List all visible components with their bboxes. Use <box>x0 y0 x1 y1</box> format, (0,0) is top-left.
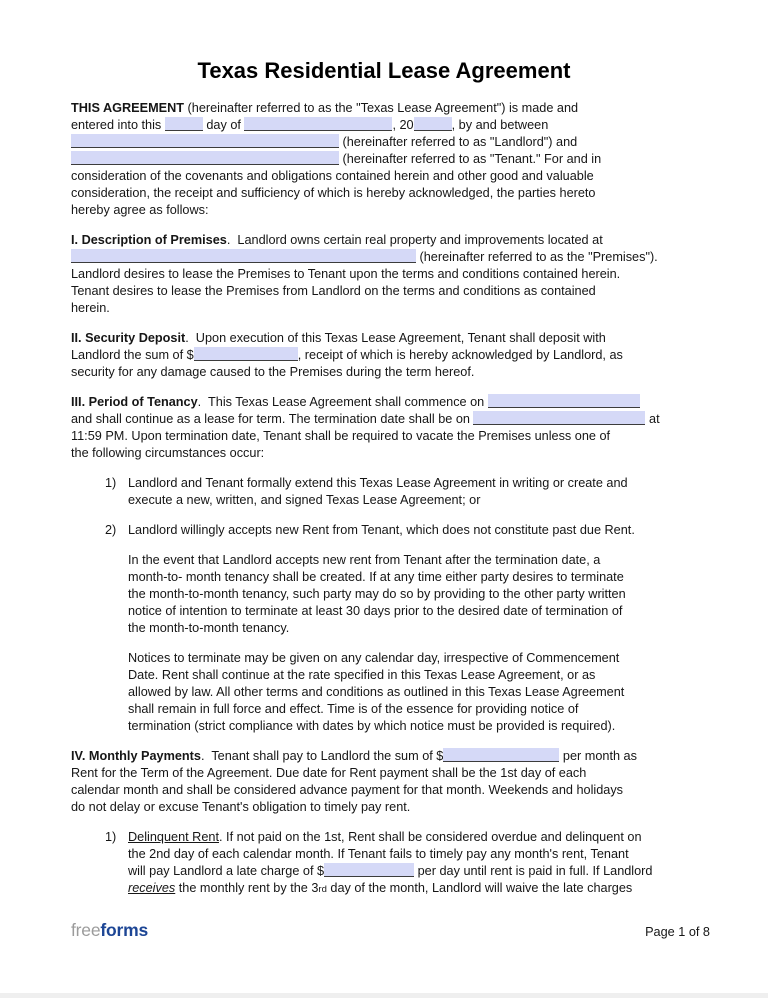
text-run: the following circumstances occur: <box>71 446 265 460</box>
premises-address-field[interactable] <box>71 249 416 263</box>
monthly-rent-amount-field[interactable] <box>443 748 559 762</box>
text-run: . Tenant shall pay to Landlord the sum of $ <box>200 749 444 763</box>
section-monthly-payments <box>71 748 697 816</box>
notices-to-terminate-paragraph <box>71 650 697 735</box>
text-run: per month as <box>559 749 637 763</box>
text-run: will pay Landlord a late charge of $ <box>128 864 325 878</box>
intro-paragraph <box>71 100 697 219</box>
text-line <box>128 650 697 667</box>
page-footer <box>71 920 710 941</box>
text-run: the monthly rent by the 3 <box>175 881 319 895</box>
text-line <box>71 266 697 283</box>
tenant-name-field[interactable] <box>71 151 339 165</box>
page-bottom-edge <box>0 993 768 998</box>
text-run: , receipt of which is hereby acknowledged by Landlord, as <box>297 348 623 362</box>
month-field[interactable] <box>244 117 392 131</box>
tenancy-extension-item <box>71 475 697 509</box>
text-run: the 2nd day of each calendar month. If Tenant fails to timely pay any month's rent, Tenant <box>128 847 629 861</box>
text-run: . This Texas Lease Agreement shall commence on <box>197 395 488 409</box>
text-line <box>128 667 697 684</box>
text-line <box>71 134 697 151</box>
freeforms-logo[interactable] <box>71 920 148 941</box>
text-line <box>71 300 697 317</box>
text-line <box>71 168 697 185</box>
text-run: entered into this <box>71 118 165 132</box>
text-run: IV. Monthly Payments <box>71 749 201 763</box>
text-run: shall remain in full force and effect. Time is of the essence for providing notice of <box>128 702 579 716</box>
text-line <box>71 765 697 782</box>
text-run: (hereinafter referred to as "Tenant." For and in <box>339 152 602 166</box>
text-run: rd <box>318 884 327 895</box>
text-run: do not delay or excuse Tenant's obligation to timely pay rent. <box>71 800 411 814</box>
text-line <box>71 782 697 799</box>
text-line <box>71 232 697 249</box>
text-run: Delinquent Rent <box>128 830 219 844</box>
text-run: III. Period of Tenancy <box>71 395 198 409</box>
text-line <box>71 117 697 134</box>
text-run: Rent for the Term of the Agreement. Due date for Rent payment shall be the 1st day of each <box>71 766 587 780</box>
text-line <box>71 428 697 445</box>
delinquent-rent-item <box>71 829 697 898</box>
text-run: receives <box>128 881 176 895</box>
text-run: THIS AGREEMENT <box>71 101 185 115</box>
text-run: per day until rent is paid in full. If Landlord <box>414 864 653 878</box>
text-line <box>71 411 697 428</box>
text-line <box>71 100 697 117</box>
text-run: day of the month, Landlord will waive the late charges <box>326 881 633 895</box>
text-run: . If not paid on the 1st, Rent shall be considered overdue and delinquent on <box>219 830 642 844</box>
text-line <box>128 620 697 637</box>
text-run: the month-to-month tenancy, such party may do so by providing to the other party written <box>128 587 626 601</box>
text-line <box>128 684 697 701</box>
section-description-of-premises <box>71 232 697 317</box>
text-line <box>128 569 697 586</box>
section-security-deposit <box>71 330 697 381</box>
text-run: Tenant desires to lease the Premises from Landlord on the terms and conditions as contained <box>71 284 596 298</box>
text-run: and shall continue as a lease for term. The termination date shall be on <box>71 412 474 426</box>
commencement-date-field[interactable] <box>488 394 640 408</box>
text-run: termination (strict compliance with dates by which notice must be provided is required). <box>128 719 616 733</box>
text-run: the month-to-month tenancy. <box>128 621 290 635</box>
text-run: Landlord and Tenant formally extend this Texas Lease Agreement in writing or create and <box>128 476 628 490</box>
text-line <box>128 718 697 735</box>
text-line <box>71 202 697 219</box>
text-run: I. Description of Premises <box>71 233 227 247</box>
text-run: . Landlord owns certain real property and improvements located at <box>226 233 603 247</box>
text-line <box>128 701 697 718</box>
text-line <box>128 603 697 620</box>
year-field[interactable] <box>414 117 452 131</box>
logo-text-free: free <box>71 920 101 940</box>
section-period-of-tenancy <box>71 394 697 462</box>
text-line <box>128 880 697 898</box>
text-line <box>71 249 697 266</box>
text-line <box>128 475 697 492</box>
text-run: calendar month and shall be considered advance payment for that month. Weekends and holidays <box>71 783 624 797</box>
text-run: II. Security Deposit <box>71 331 186 345</box>
text-line <box>71 347 697 364</box>
list-marker: 1) <box>105 830 117 844</box>
text-run: hereby agree as follows: <box>71 203 209 217</box>
landlord-name-field[interactable] <box>71 134 339 148</box>
text-run: (hereinafter referred to as the "Texas Lease Agreement") is made and <box>184 101 579 115</box>
month-to-month-paragraph <box>71 552 697 637</box>
new-rent-item <box>71 522 697 539</box>
text-line <box>71 445 697 462</box>
text-line <box>71 330 697 347</box>
page-number: Page 1 of 8 <box>645 925 710 939</box>
text-run: Landlord desires to lease the Premises to Tenant upon the terms and conditions contained herein. <box>71 267 621 281</box>
text-run: , by and between <box>451 118 549 132</box>
text-line <box>71 185 697 202</box>
list-marker: 1) <box>105 476 117 490</box>
text-line <box>128 552 697 569</box>
text-run: Landlord willingly accepts new Rent from Tenant, which does not constitute past due Rent. <box>128 523 635 537</box>
day-field[interactable] <box>165 117 203 131</box>
text-line <box>71 394 697 411</box>
text-run: herein. <box>71 301 110 315</box>
text-run: month-to- month tenancy shall be created. If at any time either party desires to terminate <box>128 570 624 584</box>
text-run: Landlord the sum of $ <box>71 348 194 362</box>
text-line <box>128 829 697 846</box>
text-run: In the event that Landlord accepts new rent from Tenant after the termination date, a <box>128 553 601 567</box>
logo-text-forms: forms <box>100 920 148 940</box>
list-marker: 2) <box>105 523 117 537</box>
text-line <box>71 283 697 300</box>
text-run: Notices to terminate may be given on any calendar day, irrespective of Commencement <box>128 651 620 665</box>
text-line <box>71 748 697 765</box>
security-deposit-amount-field[interactable] <box>194 347 298 361</box>
text-run: security for any damage caused to the Premises during the term hereof. <box>71 365 475 379</box>
text-run: (hereinafter referred to as "Landlord") and <box>339 135 578 149</box>
text-run: consideration of the covenants and obligations contained herein and other good and valuable <box>71 169 594 183</box>
text-line <box>128 863 697 880</box>
text-run: Date. Rent shall continue at the rate specified in this Texas Lease Agreement, or as <box>128 668 596 682</box>
text-line <box>128 492 697 509</box>
text-line <box>128 846 697 863</box>
text-run: , 20 <box>392 118 414 132</box>
text-run: (hereinafter referred to as the "Premises"). <box>416 250 658 264</box>
text-line <box>128 586 697 603</box>
text-line <box>71 799 697 816</box>
termination-date-field[interactable] <box>473 411 645 425</box>
late-charge-amount-field[interactable] <box>324 863 414 877</box>
text-line <box>71 151 697 168</box>
document-title: Texas Residential Lease Agreement <box>197 58 571 83</box>
text-run: allowed by law. All other terms and conditions as outlined in this Texas Lease Agreement <box>128 685 625 699</box>
text-line <box>128 522 697 539</box>
text-run: at <box>645 412 660 426</box>
text-run: execute a new, written, and signed Texas Lease Agreement; or <box>128 493 481 507</box>
text-run: . Upon execution of this Texas Lease Agreement, Tenant shall deposit with <box>185 331 606 345</box>
text-run: day of <box>202 118 245 132</box>
document-body <box>71 100 697 898</box>
text-line <box>71 364 697 381</box>
text-run: 11:59 PM. Upon termination date, Tenant shall be required to vacate the Premises unless one of <box>71 429 611 443</box>
text-run: notice of intention to terminate at least 30 days prior to the desired date of termination of <box>128 604 623 618</box>
text-run: consideration, the receipt and sufficiency of which is hereby acknowledged, the parties hereto <box>71 186 596 200</box>
